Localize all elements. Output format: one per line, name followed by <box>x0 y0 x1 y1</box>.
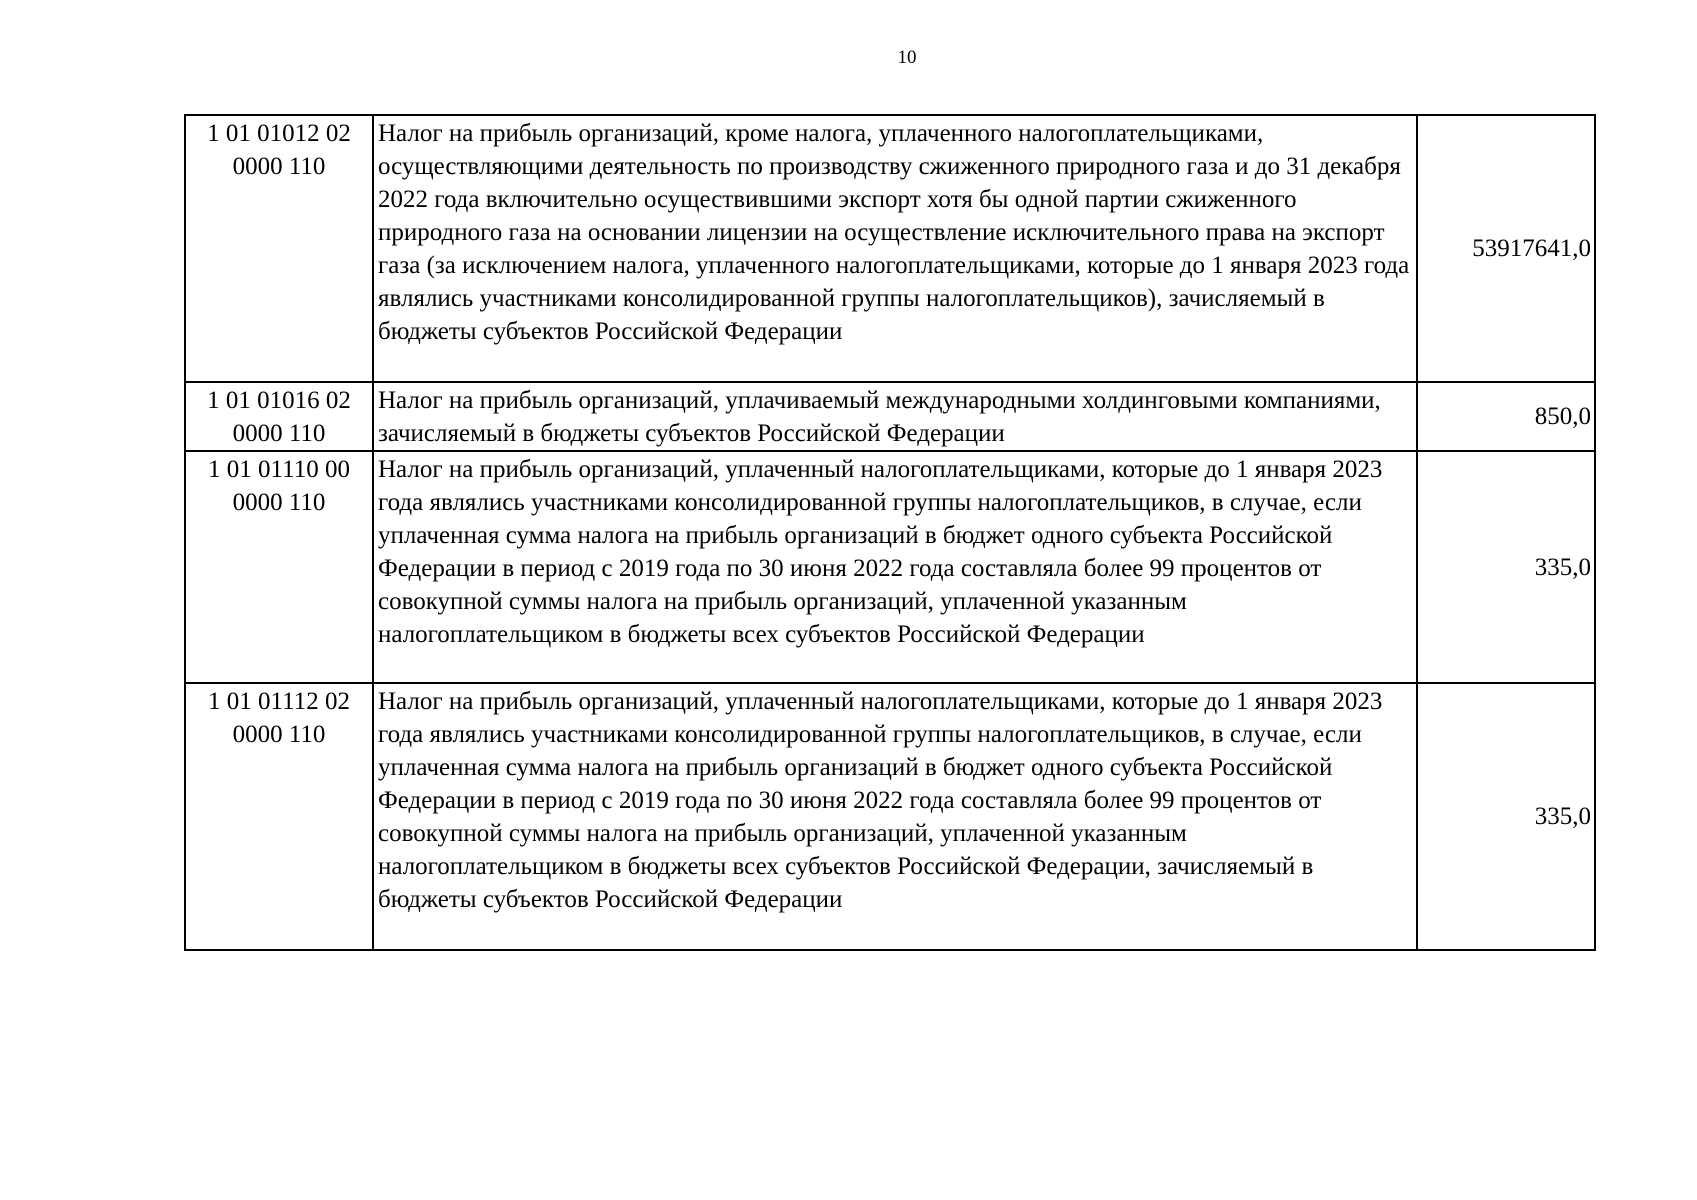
page-number: 10 <box>897 47 917 68</box>
revenue-amount-cell: 53917641,0 <box>1417 115 1595 382</box>
revenue-code-line: 1 01 01112 02 <box>208 688 350 715</box>
revenue-code-line: 1 01 01012 02 <box>207 120 351 147</box>
table-row <box>185 683 1595 950</box>
revenue-code-line: 0000 110 <box>232 420 326 447</box>
revenue-name-cell: Налог на прибыль организаций, уплаченный налогоплательщиками, которые до 1 января 2023 года являлись участниками консолидированной группы налогоплательщиков, в случае, если уплаченная сумма налога на прибыль организаций в бюджет одного субъекта Российской Федерации в период с 2019 года по 30 июня 2022 года составляла более 99 процентов от совокупной суммы налога на прибыль организаций, уплаченной указанным налогоплательщиком в бюджеты всех субъектов Российской Федерации <box>373 451 1417 683</box>
revenue-amount-cell: 335,0 <box>1417 683 1595 950</box>
revenue-code-line: 0000 110 <box>232 153 326 180</box>
table-row <box>185 382 1595 451</box>
revenue-amount-cell: 850,0 <box>1417 382 1595 451</box>
revenue-code-line: 1 01 01110 00 <box>208 456 350 483</box>
revenue-amount-cell: 335,0 <box>1417 451 1595 683</box>
revenue-code-line: 0000 110 <box>232 489 326 516</box>
revenue-code-cell <box>185 115 373 382</box>
revenue-code-cell <box>185 382 373 451</box>
budget-revenue-table <box>184 114 1596 951</box>
revenue-code-line: 1 01 01016 02 <box>207 387 351 414</box>
revenue-code-cell <box>185 451 373 683</box>
table-row <box>185 115 1595 382</box>
revenue-name-cell: Налог на прибыль организаций, уплаченный налогоплательщиками, которые до 1 января 2023 года являлись участниками консолидированной группы налогоплательщиков, в случае, если уплаченная сумма налога на прибыль организаций в бюджет одного субъекта Российской Федерации в период с 2019 года по 30 июня 2022 года составляла более 99 процентов от совокупной суммы налога на прибыль организаций, уплаченной указанным налогоплательщиком в бюджеты всех субъектов Российской Федерации, зачисляемый в бюджеты субъектов Российской Федерации <box>373 683 1417 950</box>
revenue-name-cell: Налог на прибыль организаций, уплачиваемый международными холдинговыми компаниями, зачисляемый в бюджеты субъектов Российской Федерации <box>373 382 1417 451</box>
revenue-code-cell <box>185 683 373 950</box>
revenue-code-line: 0000 110 <box>232 721 326 748</box>
table-row <box>185 451 1595 683</box>
revenue-name-cell: Налог на прибыль организаций, кроме налога, уплаченного налогоплательщиками, осуществляющими деятельность по производству сжиженного природного газа и до 31 декабря 2022 года включительно осуществившими экспорт хотя бы одной партии сжиженного природного газа на основании лицензии на осуществление исключительного права на экспорт газа (за исключением налога, уплаченного налогоплательщиками, которые до 1 января 2023 года являлись участниками консолидированной группы налогоплательщиков), зачисляемый в бюджеты субъектов Российской Федерации <box>373 115 1417 382</box>
